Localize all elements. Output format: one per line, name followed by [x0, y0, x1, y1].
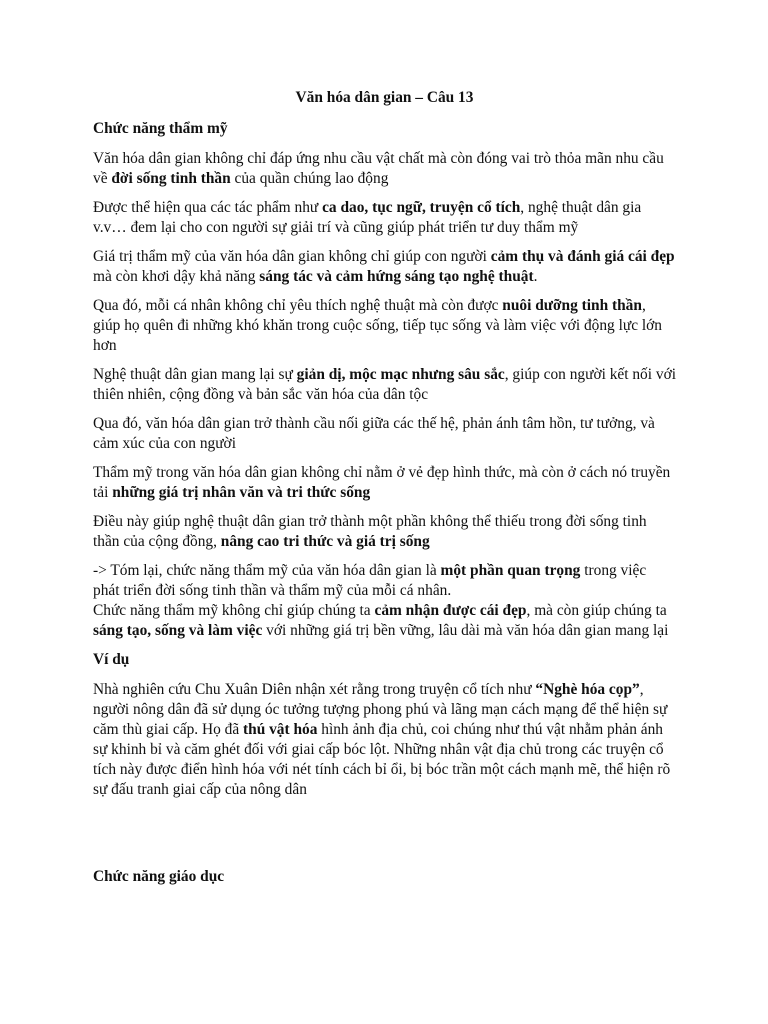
- paragraph: Được thể hiện qua các tác phẩm như ca dao, tục ngữ, truyện cổ tích, nghệ thuật dân gia v.v… đem lại cho con người sự giải trí và cũng giúp phát triển tư duy thẩm mỹ: [93, 199, 642, 236]
- section-heading-aesthetic: Chức năng thẩm mỹ: [93, 120, 228, 137]
- paragraph: Điều này giúp nghệ thuật dân gian trở thành một phần không thể thiếu trong đời sống tinh thần của cộng đồng, nâng cao tri thức và giá trị sống: [93, 513, 647, 550]
- section-heading-education: Chức năng giáo dục: [93, 868, 225, 885]
- paragraph: Giá trị thẩm mỹ của văn hóa dân gian không chỉ giúp con người cảm thụ và đánh giá cái đẹp mà còn khơi dậy khả năng sáng tác và cảm hứng sáng tạo nghệ thuật.: [93, 248, 675, 285]
- paragraph-summary: -> Tóm lại, chức năng thẩm mỹ của văn hóa dân gian là một phần quan trọng trong việc phát triển đời sống tinh thần và thẩm mỹ của mỗi cá nhân.: [93, 562, 647, 599]
- paragraph: Qua đó, mỗi cá nhân không chỉ yêu thích nghệ thuật mà còn được nuôi dưỡng tinh thần, giúp họ quên đi những khó khăn trong cuộc sống, tiếp tục sống và làm việc với động lực lớn hơn: [93, 297, 662, 354]
- document-title: Văn hóa dân gian – Câu 13: [295, 89, 474, 106]
- blank-space: [93, 809, 676, 867]
- paragraph: Chức năng thẩm mỹ không chỉ giúp chúng ta cảm nhận được cái đẹp, mà còn giúp chúng ta sáng tạo, sống và làm việc với những giá trị bền vững, lâu dài mà văn hóa dân gian mang lại: [93, 602, 669, 639]
- paragraph: Thẩm mỹ trong văn hóa dân gian không chỉ nằm ở vẻ đẹp hình thức, mà còn ở cách nó truyền tải những giá trị nhân văn và tri thức sống: [93, 464, 671, 501]
- paragraph: Qua đó, văn hóa dân gian trở thành cầu nối giữa các thế hệ, phản ánh tâm hồn, tư tưởng, và cảm xúc của con người: [93, 415, 655, 452]
- paragraph-example: Nhà nghiên cứu Chu Xuân Diên nhận xét rằng trong truyện cổ tích như “Nghè hóa cọp”, người nông dân đã sử dụng óc tưởng tượng phong phú và lãng mạn cách mạng để thể hiện sự căm thù giai cấp. Họ đã thú vật hóa hình ảnh địa chủ, coi chúng như thú vật nhằm phản ánh sự khinh bỉ và căm ghét đối với giai cấp bóc lột. Những nhân vật địa chủ trong các truyện cổ tích này được điển hình hóa với nét tính cách bỉ ổi, bị bóc trần một cách mạnh mẽ, thể hiện rõ sự đấu tranh giai cấp của nông dân: [93, 681, 671, 798]
- paragraph: Nghệ thuật dân gian mang lại sự giản dị, mộc mạc nhưng sâu sắc, giúp con người kết nối với thiên nhiên, cộng đồng và bản sắc văn hóa của dân tộc: [93, 366, 676, 403]
- section-heading-example: Ví dụ: [93, 651, 130, 668]
- paragraph: Văn hóa dân gian không chỉ đáp ứng nhu cầu vật chất mà còn đóng vai trò thỏa mãn nhu cầu về đời sống tinh thần của quần chúng lao động: [93, 150, 664, 187]
